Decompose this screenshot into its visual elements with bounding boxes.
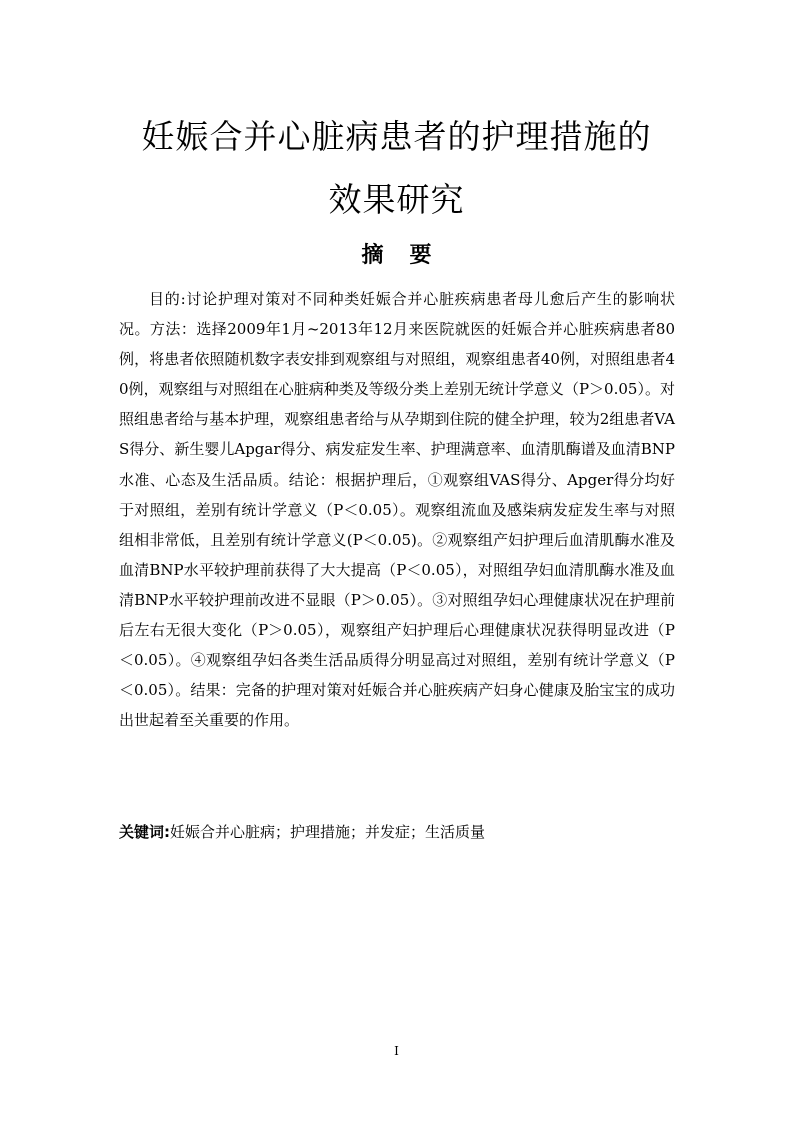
abstract-heading: 摘要 bbox=[361, 243, 458, 268]
abstract-body: 目的:讨论护理对策对不同种类妊娠合并心脏疾病患者母儿愈后产生的影响状况。方法：选择2009年1月~2013年12月来医院就医的妊娠合并心脏疾病患者80例，将患者依照随机数字表安排到观察组与对照组，观察组患者40例，对照组患者40例，观察组与对照组在心脏病种类及等级分类上差别无统计学意义（P＞0.05）。对照组患者给与基本护理，观察组患者给与从孕期到住院的健全护理，较为2组患者VAS得分、新生婴儿Apgar得分、病发症发生率、护理满意率、血清肌酶谱及血清BNP水准、心态及生活品质。结论：根据护理后，①观察组VAS得分、Apger得分均好于对照组，差别有统计学意义（P＜0.05）。观察组流血及感柒病发症发生率与对照组相非常低，且差别有统计学意义(P＜0.05)。②观察组产妇护理后血清肌酶水准及血清BNP水平较护理前获得了大大提高（P＜0.05），对照组孕妇血清肌酶水准及血清BNP水平较护理前改进不显眼（P＞0.05）。③对照组孕妇心理健康状况在护理前后左右无很大变化（P＞0.05），观察组产妇护理后心理健康状况获得明显改进（P＜0.05）。④观察组孕妇各类生活品质得分明显高过对照组，差别有统计学意义（P＜0.05）。结果：完备的护理对策对妊娠合并心脏疾病产妇身心健康及胎宝宝的成功出世起着至关重要的作用。 bbox=[119, 290, 675, 730]
keywords-text: 妊娠合并心脏病；护理措施；并发症；生活质量 bbox=[170, 823, 486, 841]
keywords-line bbox=[119, 819, 675, 845]
keywords-label: 关键词: bbox=[119, 823, 170, 841]
page-title-line-2: 效果研究 bbox=[328, 180, 465, 219]
page-title-line-1: 妊娠合并心脏病患者的护理措施的 bbox=[141, 117, 652, 156]
page-number: I bbox=[394, 1044, 399, 1058]
